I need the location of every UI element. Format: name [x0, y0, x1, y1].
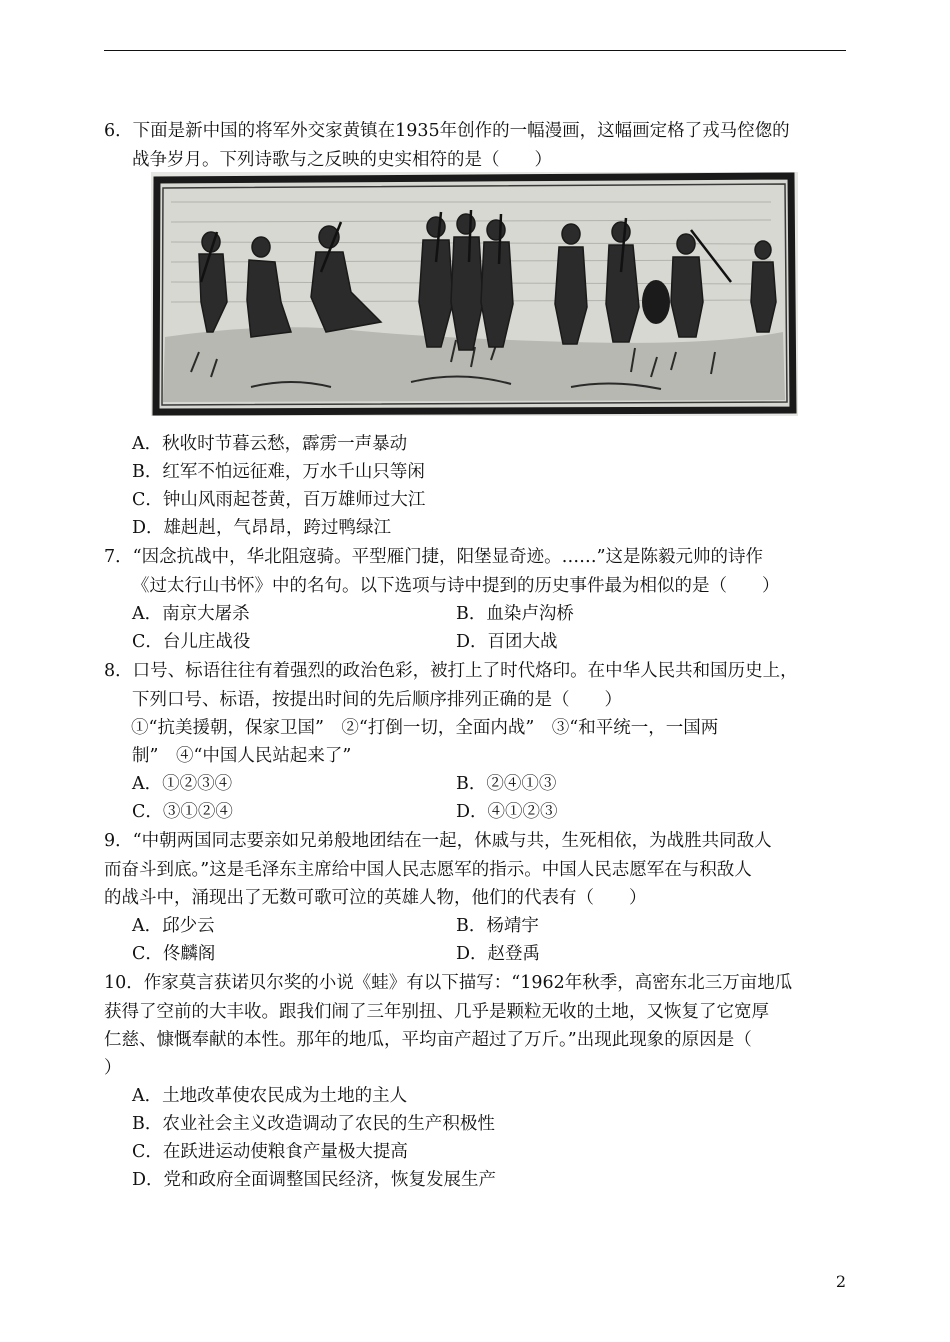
q7-stem-line1: 7．“因念抗战中，华北阻寇骑。平型雁门捷，阳堡显奇迹。……”这是陈毅元帅的诗作: [104, 547, 764, 567]
q9-stem-line3: 的战斗中，涌现出了无数可歌可泣的英雄人物，他们的代表有（ ）: [104, 888, 647, 908]
q9-option-b: B．杨靖宇: [456, 916, 539, 936]
q8-option-c: C．③①②④: [132, 802, 233, 822]
q10-stem-line2: 获得了空前的大丰收。跟我们闹了三年别扭、几乎是颗粒无收的土地，又恢复了它宽厚: [104, 1002, 769, 1022]
q9-option-d: D．赵登禹: [456, 944, 541, 964]
q9-option-a: A．邱少云: [132, 916, 215, 936]
q9-stem-line1: 9．“中朝两国同志要亲如兄弟般地团结在一起，休戚与共，生死相依，为战胜共同敌人: [104, 831, 772, 851]
q7-option-d: D．百团大战: [456, 632, 558, 652]
q10-option-b: B．农业社会主义改造调动了农民的生产积极性: [132, 1114, 495, 1134]
q6-option-d: D．雄赳赳，气昂昂，跨过鸭绿江: [132, 518, 392, 538]
q6-option-b: B．红军不怕远征难，万水千山只等闲: [132, 462, 425, 482]
q10-stem-line1: 10．作家莫言获诺贝尔奖的小说《蛙》有以下描写：“1962年秋季，高密东北三万亩地瓜: [104, 973, 793, 993]
q10-stem-line3: 仁慈、慷慨奉献的本性。那年的地瓜，平均亩产超过了万斤。”出现此现象的原因是（: [104, 1030, 752, 1050]
q10-option-c: C．在跃进运动使粮食产量极大提高: [132, 1142, 408, 1162]
q7-option-b: B．血染卢沟桥: [456, 604, 574, 624]
q10-option-d: D．党和政府全面调整国民经济，恢复发展生产: [132, 1170, 497, 1190]
q7-stem-line2: 《过太行山书怀》中的名句。以下选项与诗中提到的历史事件最为相似的是（ ）: [132, 576, 780, 596]
q6-stem-line1: 6．下面是新中国的将军外交家黄镇在1935年创作的一幅漫画，这幅画定格了戎马倥偬的: [104, 121, 790, 141]
q10-option-a: A．土地改革使农民成为土地的主人: [132, 1086, 408, 1106]
page-number: 2: [835, 1272, 846, 1291]
q8-option-b: B．②④①③: [456, 774, 557, 794]
q8-stem-line3: ①“抗美援朝，保家卫国” ②“打倒一切，全面内战” ③“和平统一，一国两: [131, 718, 719, 738]
header-rule: [104, 50, 846, 51]
q7-option-c: C．台儿庄战役: [132, 632, 251, 652]
q6-stem-line2: 战争岁月。下列诗歌与之反映的史实相符的是（ ）: [132, 150, 552, 170]
q6-option-a: A．秋收时节暮云愁，霹雳一声暴动: [132, 434, 408, 454]
q8-stem-line2: 下列口号、标语，按提出时间的先后顺序排列正确的是（ ）: [132, 690, 622, 710]
war-cartoon-image: [151, 172, 798, 416]
q8-stem-line1: 8．口号、标语往往有着强烈的政治色彩，被打上了时代烙印。在中华人民共和国历史上，: [104, 661, 798, 681]
q8-stem-line4: 制” ④“中国人民站起来了”: [132, 746, 352, 766]
q9-option-c: C．佟麟阁: [132, 944, 216, 964]
q6-option-c: C．钟山风雨起苍黄，百万雄师过大江: [132, 490, 426, 510]
q9-stem-line2: 而奋斗到底。”这是毛泽东主席给中国人民志愿军的指示。中国人民志愿军在与积敌人: [104, 860, 752, 880]
q10-stem-line4: ）: [104, 1058, 122, 1078]
q8-option-d: D．④①②③: [456, 802, 558, 822]
q7-option-a: A．南京大屠杀: [132, 604, 250, 624]
q8-option-a: A．①②③④: [132, 774, 233, 794]
